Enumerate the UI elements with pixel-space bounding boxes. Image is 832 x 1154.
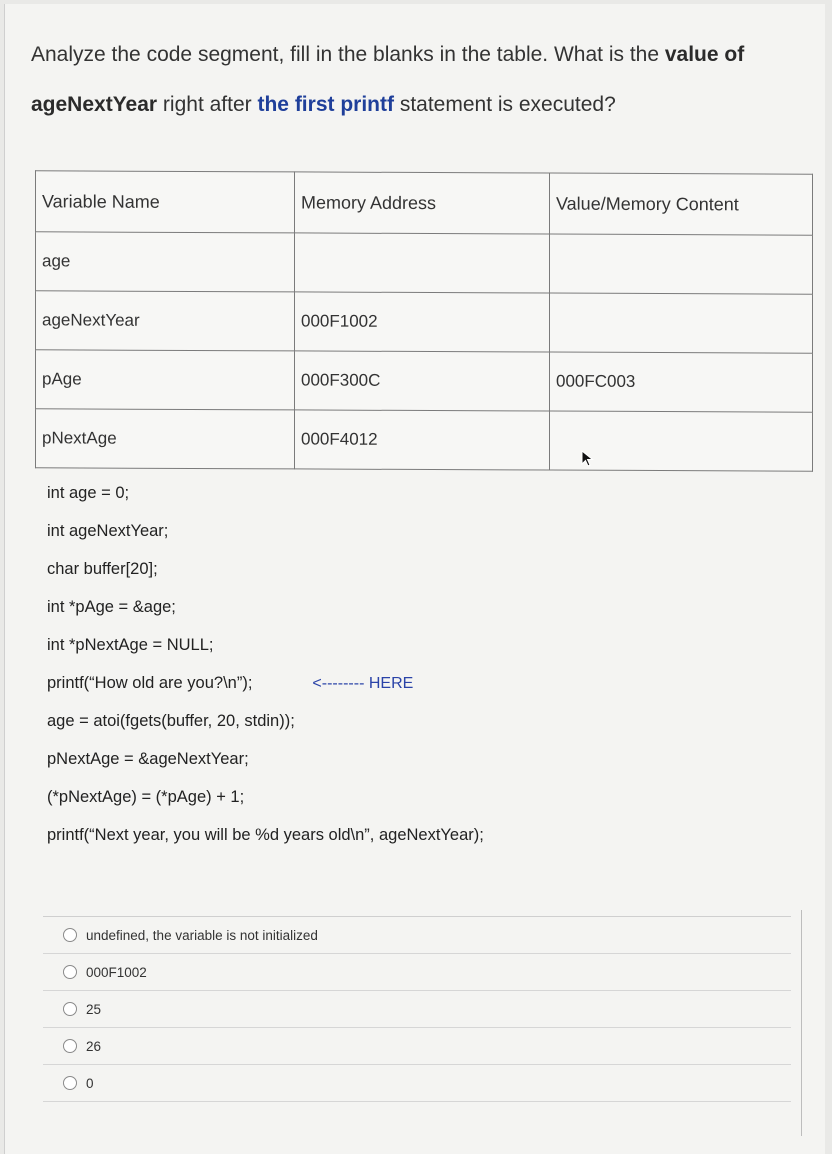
code-line: int ageNextYear; xyxy=(47,522,169,540)
table-row xyxy=(36,232,813,294)
answer-option[interactable] xyxy=(43,991,791,1028)
table-row xyxy=(36,291,813,353)
cell-name: pAge xyxy=(36,350,295,410)
answer-label: undefined, the variable is not initialized xyxy=(86,927,318,943)
mouse-cursor-icon xyxy=(581,450,595,468)
answer-options xyxy=(43,916,791,1102)
answer-label: 25 xyxy=(86,1001,102,1017)
question-value-of: value of xyxy=(664,43,745,66)
answer-option[interactable] xyxy=(43,954,791,991)
header-memory-address: Memory Address xyxy=(295,172,550,234)
variables-table xyxy=(35,170,813,471)
answer-label: 26 xyxy=(86,1038,102,1054)
question-var-name: ageNextYear xyxy=(31,93,158,116)
radio-button[interactable] xyxy=(63,1076,77,1090)
answer-option[interactable] xyxy=(43,1028,791,1065)
radio-button[interactable] xyxy=(63,965,77,979)
here-marker: <-------- HERE xyxy=(312,675,414,692)
table-header-row xyxy=(36,171,813,235)
code-line-text: printf(“How old are you?\n”); xyxy=(47,674,253,692)
code-line: int age = 0; xyxy=(47,484,130,502)
cell-address xyxy=(295,233,550,293)
cell-value xyxy=(550,234,813,294)
code-line: age = atoi(fgets(buffer, 20, stdin)); xyxy=(47,712,295,730)
code-line: printf(“Next year, you will be %d years old\n”, ageNextYear); xyxy=(47,826,484,844)
table-row xyxy=(36,350,813,412)
cell-address: 000F4012 xyxy=(295,410,550,470)
cell-name: ageNextYear xyxy=(36,291,295,351)
code-line: int *pAge = &age; xyxy=(47,598,176,616)
radio-button[interactable] xyxy=(63,928,77,942)
answer-label: 0 xyxy=(86,1075,94,1091)
code-line: pNextAge = &ageNextYear; xyxy=(47,750,249,768)
radio-button[interactable] xyxy=(63,1002,77,1016)
question-part3: statement is executed? xyxy=(393,93,616,116)
table-row xyxy=(36,409,813,471)
question-text xyxy=(31,30,791,130)
cell-address: 000F300C xyxy=(295,351,550,411)
question-first-printf: the first printf xyxy=(257,93,394,116)
question-part1: Analyze the code segment, fill in the blanks in the table. What is the xyxy=(31,43,665,66)
cell-name: pNextAge xyxy=(36,409,295,469)
header-variable-name: Variable Name xyxy=(36,171,295,233)
header-value: Value/Memory Content xyxy=(550,173,813,235)
code-line: char buffer[20]; xyxy=(47,560,158,578)
radio-button[interactable] xyxy=(63,1039,77,1053)
code-segment xyxy=(47,474,747,854)
quiz-page xyxy=(4,4,825,1154)
answer-option[interactable] xyxy=(43,917,791,954)
question-part2: right after xyxy=(157,93,258,116)
cell-address: 000F1002 xyxy=(295,292,550,352)
answer-label: 000F1002 xyxy=(86,964,147,980)
code-line: int *pNextAge = NULL; xyxy=(47,636,214,654)
cell-value: 000FC003 xyxy=(550,352,813,412)
answer-option[interactable] xyxy=(43,1065,791,1102)
cell-name: age xyxy=(36,232,295,292)
code-line-printf xyxy=(47,664,747,702)
cell-value xyxy=(550,293,813,353)
code-line: (*pNextAge) = (*pAge) + 1; xyxy=(47,788,245,806)
answers-frame-edge xyxy=(801,910,802,1136)
